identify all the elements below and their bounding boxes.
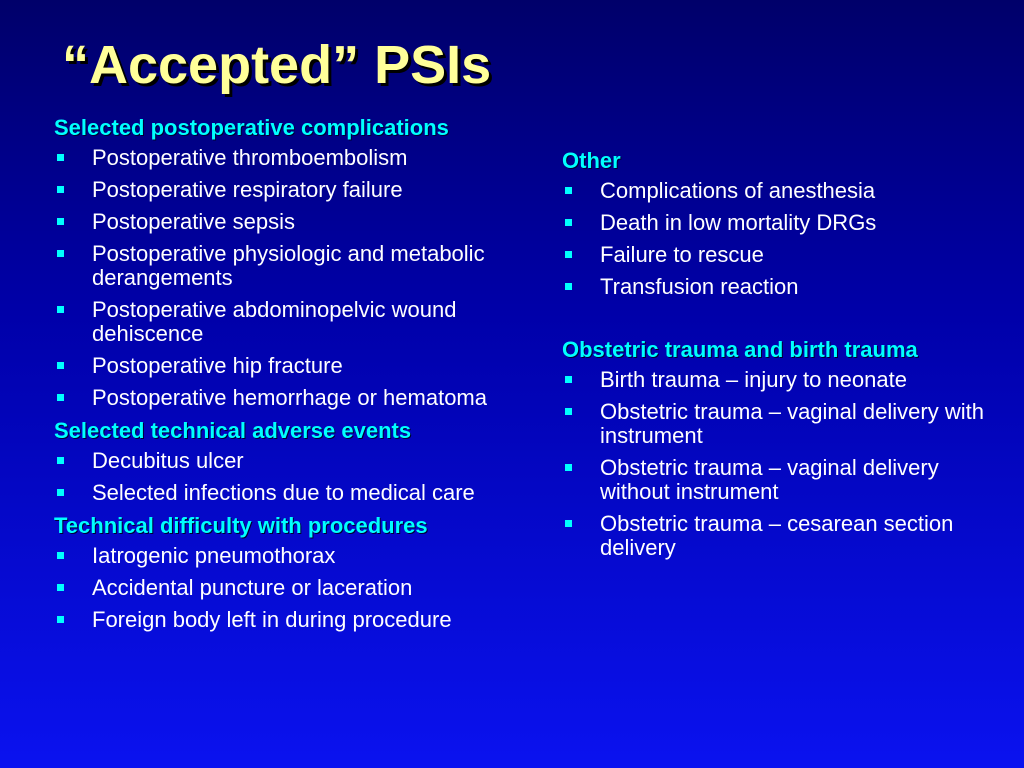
right-column (562, 148, 1007, 568)
square-bullet-icon (57, 186, 64, 193)
list-item-text: Postoperative abdominopelvic wound dehiscence (92, 297, 457, 346)
square-bullet-icon (565, 187, 572, 194)
list-item-text: Transfusion reaction (600, 274, 799, 299)
square-bullet-icon (57, 154, 64, 161)
square-bullet-icon (57, 362, 64, 369)
list-item (54, 481, 544, 505)
list-item (54, 544, 544, 568)
list-item-text: Postoperative respiratory failure (92, 177, 403, 202)
list-item-text: Complications of anesthesia (600, 178, 876, 203)
list-item (54, 298, 544, 346)
section-heading: Selected postoperative complications (54, 115, 449, 140)
bullet-list (54, 544, 544, 632)
square-bullet-icon (57, 457, 64, 464)
list-item (562, 512, 1007, 560)
bullet-list (54, 146, 544, 410)
slide-title: “Accepted” PSIs (62, 35, 492, 95)
list-item (54, 449, 544, 473)
list-item (54, 178, 544, 202)
section-technical-difficulty (54, 513, 544, 632)
square-bullet-icon (57, 616, 64, 623)
list-item-text: Postoperative hemorrhage or hematoma (92, 385, 487, 410)
section-postoperative-complications (54, 115, 544, 410)
list-item (54, 210, 544, 234)
section-technical-adverse-events (54, 418, 544, 505)
list-item-text: Postoperative hip fracture (92, 353, 343, 378)
list-item (54, 386, 544, 410)
list-item (562, 275, 1007, 299)
square-bullet-icon (565, 251, 572, 258)
list-item (562, 400, 1007, 448)
square-bullet-icon (57, 489, 64, 496)
list-item-text: Postoperative sepsis (92, 209, 295, 234)
list-item (562, 179, 1007, 203)
square-bullet-icon (57, 552, 64, 559)
square-bullet-icon (565, 520, 572, 527)
list-item (562, 368, 1007, 392)
list-item-text: Birth trauma – injury to neonate (600, 367, 907, 392)
list-item-text: Obstetric trauma – cesarean section delivery (600, 511, 954, 560)
list-item (562, 456, 1007, 504)
square-bullet-icon (57, 584, 64, 591)
square-bullet-icon (57, 394, 64, 401)
list-item-text: Decubitus ulcer (92, 448, 244, 473)
list-item (54, 354, 544, 378)
square-bullet-icon (57, 306, 64, 313)
list-item (54, 608, 544, 632)
list-item-text: Accidental puncture or laceration (92, 575, 413, 600)
section-heading: Technical difficulty with procedures (54, 513, 428, 538)
list-item-text: Foreign body left in during procedure (92, 607, 452, 632)
list-item-text: Obstetric trauma – vaginal delivery with instrument (600, 399, 984, 448)
section-other (562, 148, 1007, 299)
list-item-text: Failure to rescue (600, 242, 764, 267)
left-column (54, 115, 544, 640)
square-bullet-icon (565, 408, 572, 415)
list-item (54, 146, 544, 170)
square-bullet-icon (57, 218, 64, 225)
list-item (54, 576, 544, 600)
bullet-list (562, 179, 1007, 299)
list-item (562, 211, 1007, 235)
square-bullet-icon (565, 219, 572, 226)
bullet-list (54, 449, 544, 505)
section-heading: Selected technical adverse events (54, 418, 412, 443)
section-heading: Obstetric trauma and birth trauma (562, 337, 918, 362)
list-item-text: Selected infections due to medical care (92, 480, 475, 505)
section-spacer (562, 307, 1007, 337)
square-bullet-icon (565, 464, 572, 471)
list-item (562, 243, 1007, 267)
list-item-text: Iatrogenic pneumothorax (92, 543, 336, 568)
square-bullet-icon (565, 283, 572, 290)
section-obstetric-trauma (562, 337, 1007, 560)
list-item-text: Death in low mortality DRGs (600, 210, 877, 235)
list-item-text: Obstetric trauma – vaginal delivery without instrument (600, 455, 939, 504)
list-item-text: Postoperative thromboembolism (92, 145, 408, 170)
square-bullet-icon (57, 250, 64, 257)
square-bullet-icon (565, 376, 572, 383)
section-heading: Other (562, 148, 621, 173)
list-item (54, 242, 544, 290)
bullet-list (562, 368, 1007, 560)
list-item-text: Postoperative physiologic and metabolic derangements (92, 241, 485, 290)
